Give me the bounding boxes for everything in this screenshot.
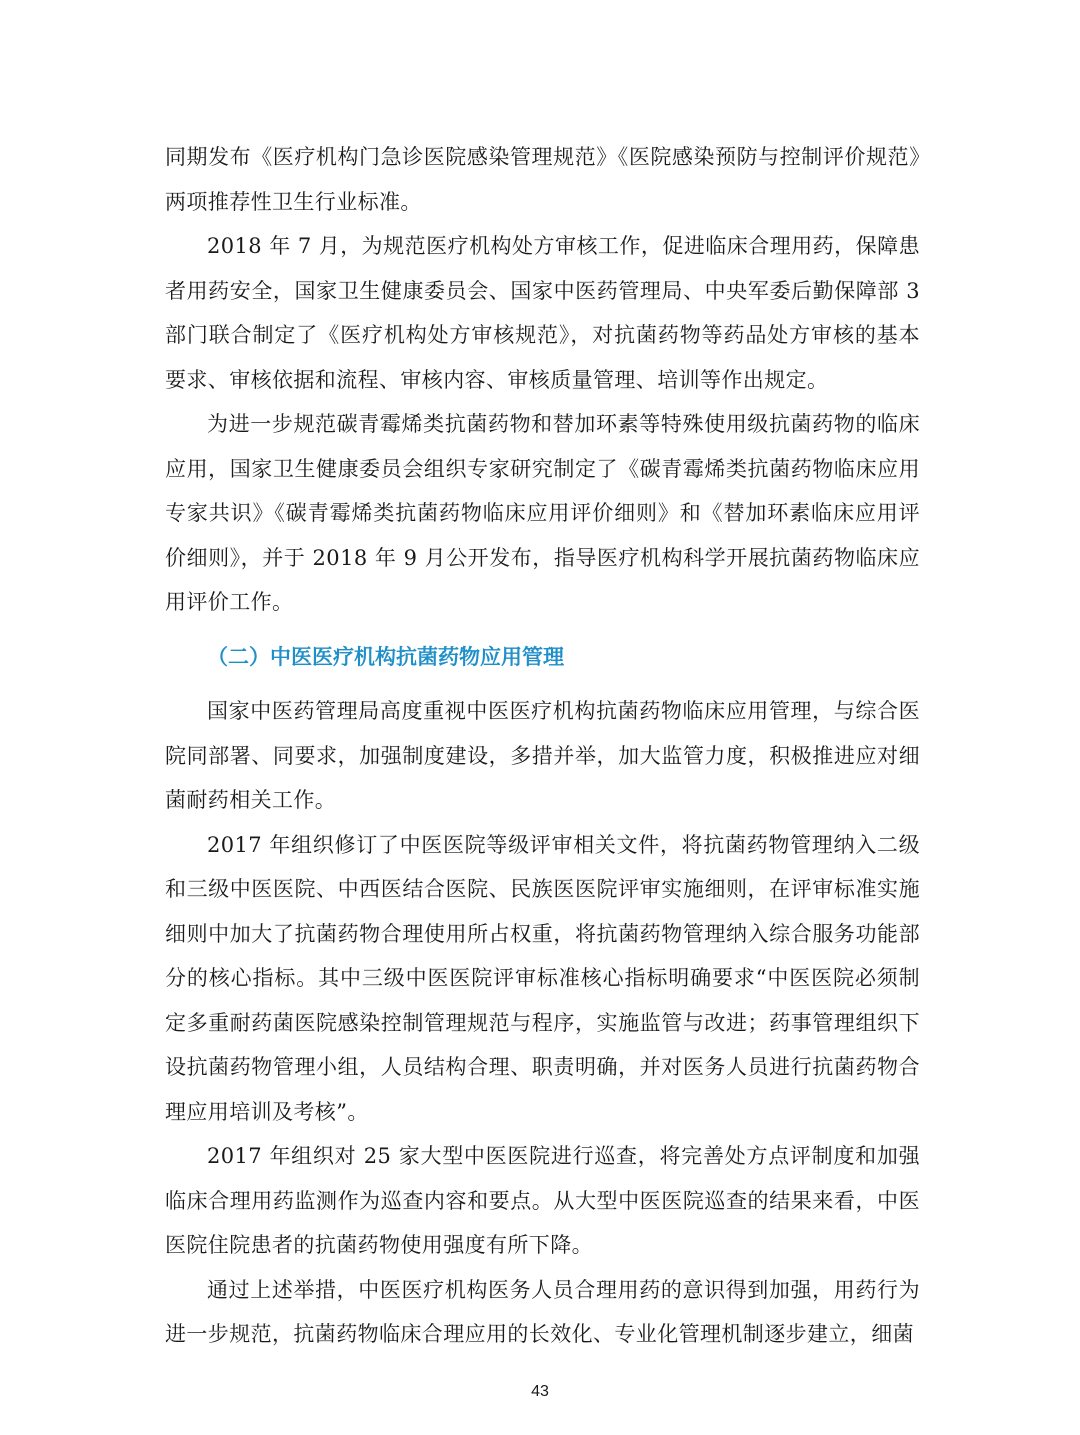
paragraph-2: 2018 年 7 月，为规范医疗机构处方审核工作，促进临床合理用药，保障患者用药安全，国家卫生健康委员会、国家中医药管理局、中央军委后勤保障部 3 部门联合制定了《医疗机构处方审核规范》，对抗菌药物等药品处方审核的基本要求、审核依据和流程、审核内容、审核质量管理、培训等作出规定。 xyxy=(165,234,920,392)
page-content xyxy=(165,135,920,1357)
paragraph-3: 为进一步规范碳青霉烯类抗菌药物和替加环素等特殊使用级抗菌药物的临床应用，国家卫生健康委员会组织专家研究制定了《碳青霉烯类抗菌药物临床应用专家共识》《碳青霉烯类抗菌药物临床应用评价细则》和《替加环素临床应用评价细则》，并于 2018 年 9 月公开发布，指导医疗机构科学开展抗菌药物临床应用评价工作。 xyxy=(165,412,920,614)
paragraph-7: 通过上述举措，中医医疗机构医务人员合理用药的意识得到加强，用药行为进一步规范，抗菌药物临床合理应用的长效化、专业化管理机制逐步建立，细菌 xyxy=(165,1277,920,1346)
section-heading: （二）中医医疗机构抗菌药物应用管理 xyxy=(207,644,564,669)
paragraph-6: 2017 年组织对 25 家大型中医医院进行巡查，将完善处方点评制度和加强临床合理用药监测作为巡查内容和要点。从大型中医医院巡查的结果来看，中医医院住院患者的抗菌药物使用强度有所下降。 xyxy=(165,1144,920,1257)
paragraph-4: 国家中医药管理局高度重视中医医疗机构抗菌药物临床应用管理，与综合医院同部署、同要求，加强制度建设，多措并举，加大监管力度，积极推进应对细菌耐药相关工作。 xyxy=(165,699,920,812)
paragraph-5: 2017 年组织修订了中医医院等级评审相关文件，将抗菌药物管理纳入二级和三级中医医院、中西医结合医院、民族医医院评审实施细则，在评审标准实施细则中加大了抗菌药物合理使用所占权重，将抗菌药物管理纳入综合服务功能部分的核心指标。其中三级中医医院评审标准核心指标明确要求“中医医院必须制定多重耐药菌医院感染控制管理规范与程序，实施监管与改进；药事管理组织下设抗菌药物管理小组，人员结构合理、职责明确，并对医务人员进行抗菌药物合理应用培训及考核”。 xyxy=(165,832,920,1124)
page-number: 43 xyxy=(531,1383,549,1400)
paragraph-1: 同期发布《医疗机构门急诊医院感染管理规范》《医院感染预防与控制评价规范》两项推荐性卫生行业标准。 xyxy=(165,145,920,214)
